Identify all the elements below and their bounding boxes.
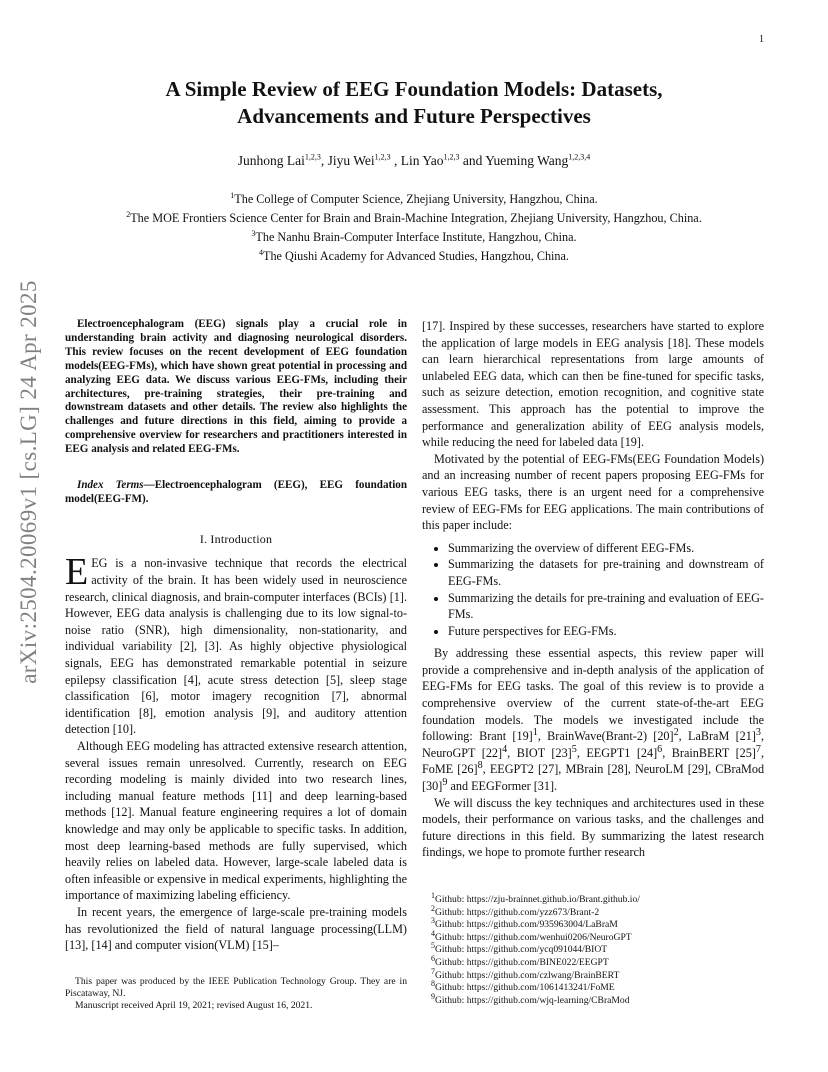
github-footnote — [431, 941, 791, 957]
model-separator: , — [708, 762, 716, 777]
affiliation-text: The Qiushi Academy for Advanced Studies, Hangzhou, China. — [263, 249, 569, 263]
footnote-text: Github: https://github.com/935963004/LaBraM — [435, 919, 618, 931]
model-separator: and — [447, 779, 472, 794]
footnote-mark: 4 — [431, 928, 435, 938]
model-separator: , — [760, 729, 764, 744]
github-footnote — [431, 916, 791, 932]
model-separator: , — [507, 745, 517, 760]
author-affiliation-mark: 1,2,3 — [443, 152, 460, 162]
footnote-mark: 1 — [431, 890, 435, 900]
title-line-1: A Simple Review of EEG Foundation Models: Datasets, — [165, 77, 663, 101]
author-name: Junhong Lai — [237, 153, 305, 168]
footnote-mark: 4 — [502, 743, 508, 755]
footnote-mark: 6 — [431, 953, 435, 963]
intro-paragraph-3: In recent years, the emergence of large-scale pre-training models has revolutionized the field of natural language processing(LLM) [13], [14] and computer vision(VLM) [15]– — [65, 904, 407, 953]
author-affiliation-mark: 1,2,3 — [374, 152, 391, 162]
model-citation: MBrain [28] — [565, 762, 628, 777]
footnote-text: Github: https://zju-brainnet.github.io/Brant.github.io/ — [435, 894, 640, 905]
model-citation: EEGPT2 [27] — [489, 762, 559, 777]
footnote-text: Github: https://github.com/1061413241/FoME — [435, 982, 615, 994]
footnote-mark: 7 — [755, 743, 761, 755]
right-paragraph-3-text: By addressing these essential aspects, this review paper will provide a comprehensive and in-depth analysis of the application of EEG-FMs for EEG tasks. The goal of this review is to provide a comprehensive overview of the current state-of-the-art EEG foundation models. The models we investigated include the following: — [422, 646, 764, 744]
affiliation-mark: 4 — [259, 247, 263, 257]
left-column — [65, 318, 407, 954]
footnote-mark: 7 — [431, 966, 435, 976]
affiliation — [40, 228, 788, 247]
author-name: Lin Yao — [400, 153, 444, 168]
footnote-text: Github: https://github.com/czlwang/BrainBERT — [435, 969, 620, 981]
footnote-mark: 5 — [431, 941, 435, 951]
footnote-mark: 9 — [431, 991, 435, 1001]
footnote-text: Github: https://github.com/yzz673/Brant-2 — [435, 906, 600, 918]
footnote-mark: 2 — [673, 727, 679, 739]
left-footnotes — [65, 976, 407, 1012]
footnote-mark: 3 — [755, 727, 761, 739]
affiliation — [40, 247, 788, 266]
model-citation: CBraMod [30] — [422, 762, 765, 794]
author-affiliation-mark: 1,2,3,4 — [568, 152, 591, 162]
footnote-mark: 8 — [477, 760, 483, 772]
footnote-mark: 5 — [571, 743, 577, 755]
model-citation: BrainWave(Brant-2) [20] — [547, 729, 674, 744]
paper-title — [60, 76, 768, 130]
footnote-mark: 8 — [431, 978, 435, 988]
contribution-item: • Future perspectives for EEG-FMs. — [448, 623, 764, 640]
model-citation: FoME [26] — [422, 762, 478, 777]
model-separator: , — [576, 745, 587, 760]
author-affiliation-mark: 1,2,3 — [304, 152, 321, 162]
model-citation: NeuroLM [29] — [634, 762, 709, 777]
affiliation-mark: 2 — [126, 209, 131, 219]
affiliation — [40, 190, 788, 209]
page-number: 1 — [759, 34, 764, 45]
affiliation — [40, 209, 788, 228]
right-column — [422, 318, 764, 861]
model-separator: . — [554, 779, 558, 794]
affiliation-text: The MOE Frontiers Science Center for Brain and Brain-Machine Integration, Zhejiang University, Hangzhou, China. — [130, 211, 702, 225]
author-separator: , — [390, 153, 401, 168]
section-title-text: I. Introduction — [199, 531, 273, 546]
title-line-2: Advancements and Future Perspectives — [237, 104, 591, 128]
github-footnote — [431, 978, 791, 995]
abstract: Electroencephalogram (EEG) signals play a crucial role in understanding brain activity and diagnosing neurological disorders. This review focuses on the recent development of EEG foundation models(EEG-FMs), which have shown great potential in processing and analyzing EEG data. We discuss various EEG-FMs, including their architectures, pre-training strategies, their pre-training and downstream datasets and other details. The review also highlights the challenges and future directions in this field, aiming to provide a comprehensive overview for researchers and practitioners interested in EEG analysis and related EEG-FMs. — [65, 318, 407, 456]
model-citation: EEGFormer [31] — [471, 779, 555, 794]
index-terms-text: —Electroencephalogram (EEG), EEG foundation model(EEG-FM). — [65, 479, 407, 505]
model-citation: LaBraM [21] — [688, 729, 756, 744]
author-separator: and — [459, 153, 486, 168]
footnote-mark: 6 — [657, 743, 663, 755]
footnote-text: Github: https://github.com/wenhui0206/NeuroGPT — [435, 931, 632, 943]
index-terms-label: Index Terms — [77, 479, 144, 492]
model-separator: , — [678, 729, 688, 744]
model-citation: Brant [19] — [479, 729, 533, 744]
model-citation: NeuroGPT [22] — [422, 745, 503, 760]
author-separator: , — [320, 153, 328, 168]
footnote-mark: 1 — [532, 727, 538, 739]
footnote-text: Github: https://github.com/wjq-learning/CBraMod — [435, 994, 630, 1006]
github-footnote — [431, 928, 791, 945]
model-citation: BIOT [23] — [516, 745, 572, 760]
model-separator: , — [760, 745, 764, 760]
footnote-text: Github: https://github.com/ycq091044/BIOT — [435, 944, 608, 956]
contribution-item: • Summarizing the datasets for pre-training and downstream of EEG-FMs. — [448, 556, 764, 589]
model-separator: , — [662, 745, 672, 760]
intro-paragraph-1-text: EG is a non-invasive technique that records the electrical activity of the brain. It has been widely used in neuroscience research, clinical diagnosis, and brain-computer interfaces (BCIs) [1]. However, EEG data analysis is challenging due to its low signal-to-noise ratio (SNR), high dimensionality, non-stationarity, and individual variability [2], [3]. As highly objective physiological signals, EEG has demonstrated remarkable potential in seizure epilepsy classification [4], acute stress detection [5], sleep stage classification [6], motor imagery recognition [7], abnormal identification [8], emotion analysis [9], and auditory attention detection [10]. — [65, 556, 407, 737]
contribution-item: • Summarizing the details for pre-training and evaluation of EEG-FMs. — [448, 590, 764, 623]
right-paragraph-4: We will discuss the key techniques and architectures used in these models, their performance on various tasks, and the challenges and future directions in this field. By summarizing the latest research findings, we hope to promote further research — [422, 795, 764, 860]
affiliation-mark: 3 — [251, 228, 256, 238]
right-paragraph-2: Motivated by the potential of EEG-FMs(EEG Foundation Models) and an increasing number of recent papers proposing EEG-FMs for various EEG tasks, there is an urgent need for a comprehensive review of EEG-FMs for EEG applications. The main contributions of this paper include: — [422, 451, 764, 533]
model-separator: , — [627, 762, 635, 777]
model-separator: , — [558, 762, 566, 777]
footnote-mark: 2 — [431, 903, 435, 913]
affiliation-text: The College of Computer Science, Zhejiang University, Hangzhou, China. — [234, 192, 598, 206]
arxiv-stamp-text: arXiv:2504.20069v1 [cs.LG] 24 Apr 2025 — [16, 280, 41, 684]
github-footnote — [431, 966, 791, 983]
drop-cap: E — [65, 551, 89, 594]
model-separator: , — [482, 762, 490, 777]
arxiv-stamp — [14, 280, 44, 684]
right-paragraph-3 — [422, 645, 764, 794]
footnote: This paper was produced by the IEEE Publication Technology Group. They are in Piscataway, NJ. — [65, 976, 407, 999]
github-footnote — [431, 890, 791, 907]
github-footnotes — [431, 890, 791, 1007]
github-footnote — [431, 953, 791, 970]
contribution-item: • Summarizing the overview of different EEG-FMs. — [448, 540, 764, 557]
footnote-mark: 9 — [442, 776, 448, 788]
intro-paragraph-1 — [65, 551, 407, 738]
github-footnote — [431, 991, 791, 1008]
contributions-list — [422, 540, 764, 640]
index-terms — [65, 479, 407, 507]
footnote: Manuscript received April 19, 2021; revised August 16, 2021. — [75, 1000, 313, 1011]
footnote-text: Github: https://github.com/BINE022/EEGPT — [435, 956, 609, 968]
author-name: Yueming Wang — [485, 153, 569, 168]
model-separator: , — [537, 729, 548, 744]
github-footnote — [431, 903, 791, 920]
author-name: Jiyu Wei — [327, 153, 375, 168]
intro-paragraph-2: Although EEG modeling has attracted extensive research attention, several issues remain unresolved. Currently, research on EEG recording modeling is mainly divided into two research lines, including manual feature methods [11] and deep learning-based methods [12]. Manual feature engineering requires a lot of domain knowledge and may only be applicable to specific tasks. In addition, most deep learning-based methods are fully supervised, which heavily relies on labeled data. However, large-scale labeled data is often infeasible or expensive in medical experiments, highlighting the importance of maximizing labeling efficiency. — [65, 739, 407, 903]
model-citation: EEGPT1 [24] — [586, 745, 658, 760]
right-paragraph-1: [17]. Inspired by these successes, researchers have started to explore the application of large models in EEG analysis [18]. These models can learn hierarchical representations from large amounts of unlabeled EEG data, which can then be fine-tuned for specific tasks, such as seizure detection, emotion recognition, and cognitive state assessment. This approach has the potential to improve the performance and generalization ability of EEG analysis models, while reducing the need for labeled data [19]. — [422, 319, 764, 450]
footnote-mark: 3 — [431, 916, 435, 925]
model-citation: BrainBERT [25] — [671, 745, 756, 760]
affiliation-text: The Nanhu Brain-Computer Interface Institute, Hangzhou, China. — [255, 230, 577, 244]
section-title — [65, 531, 407, 548]
author-list — [60, 153, 768, 169]
affiliation-mark: 1 — [230, 190, 235, 200]
